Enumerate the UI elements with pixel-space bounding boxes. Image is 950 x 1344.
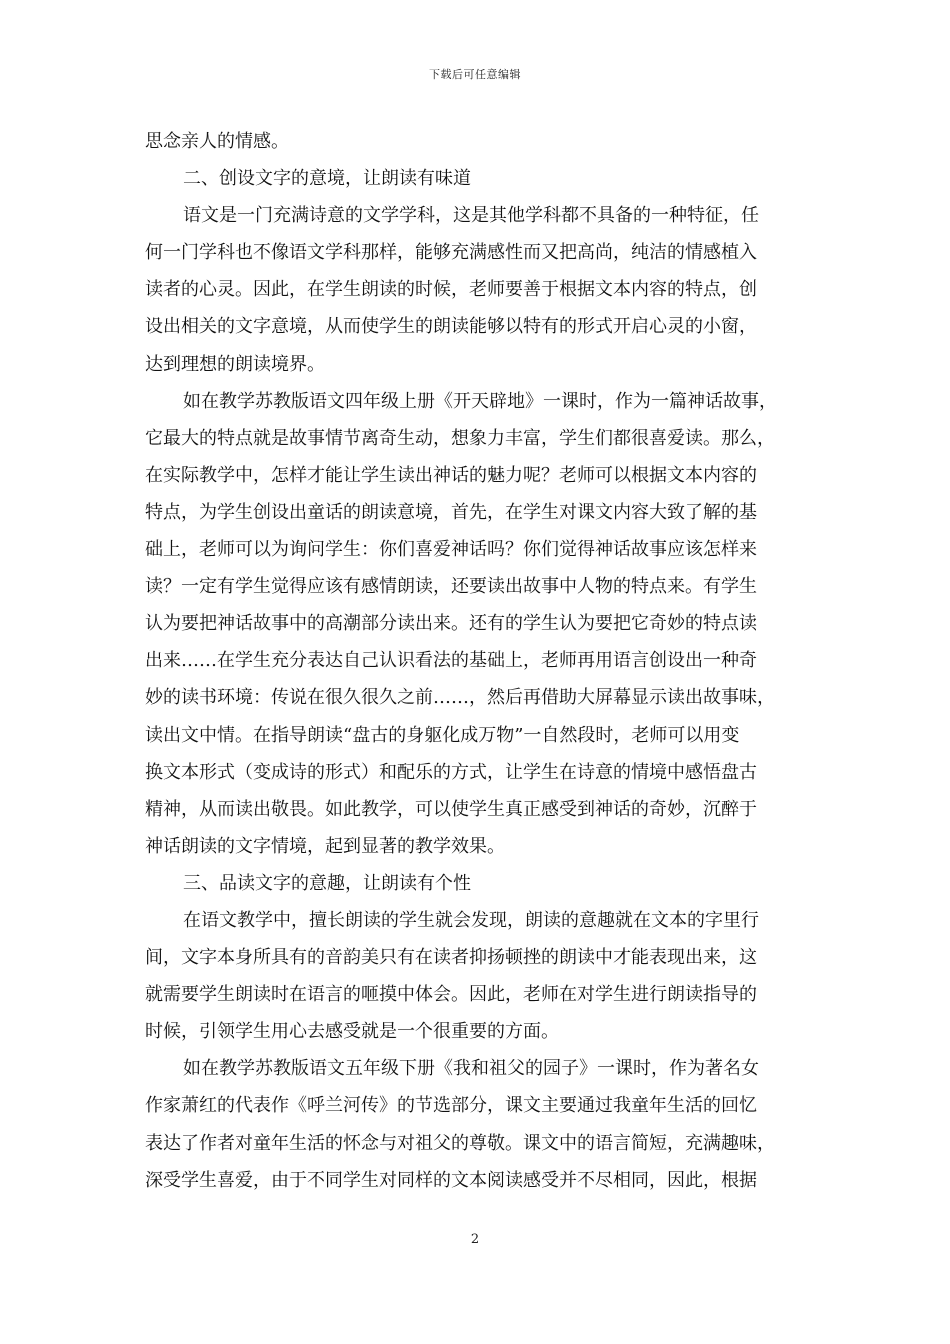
section-heading: 三、品读文字的意趣，让朗读有个性	[183, 872, 471, 894]
text-line: 思念亲人的情感。	[145, 131, 289, 152]
text-line: 础上，老师可以为询问学生：你们喜爱神话吗？你们觉得神话故事应该怎样来	[145, 539, 757, 561]
text-line: 如在教学苏教版语文五年级下册《我和祖父的园子》一课时，作为著名女	[183, 1058, 759, 1080]
text-line: 读出文中情。在指导朗读“盘古的身躯化成万物”一自然段时，老师可以用变	[145, 724, 740, 746]
text-line: 精神，从而读出敬畏。如此教学，可以使学生真正感受到神话的奇妙，沉醉于	[145, 798, 757, 820]
text-line: 语文是一门充满诗意的文学学科，这是其他学科都不具备的一种特征，任	[183, 205, 759, 227]
text-line: 换文本形式（变成诗的形式）和配乐的方式，让学生在诗意的情境中感悟盘古	[145, 761, 757, 783]
text-line: 妙的读书环境：传说在很久很久之前……，然后再借助大屏幕显示读出故事味，	[145, 687, 775, 709]
text-line: 就需要学生朗读时在语言的咂摸中体会。因此，老师在对学生进行朗读指导的	[145, 984, 757, 1006]
text-line: 特点，为学生创设出童话的朗读意境，首先，在学生对课文内容大致了解的基	[145, 501, 757, 523]
text-line: 间，文字本身所具有的音韵美只有在读者抑扬顿挫的朗读中才能表现出来，这	[145, 947, 757, 969]
text-line: 达到理想的朗读境界。	[145, 353, 325, 375]
text-line: 设出相关的文字意境，从而使学生的朗读能够以特有的形式开启心灵的小窗，	[145, 316, 757, 338]
text-line: 深受学生喜爱，由于不同学生对同样的文本阅读感受并不尽相同，因此，根据	[145, 1169, 757, 1191]
text-line: 表达了作者对童年生活的怀念与对祖父的尊敬。课文中的语言简短，充满趣味，	[145, 1132, 775, 1154]
text-line: 它最大的特点就是故事情节离奇生动，想象力丰富，学生们都很喜爱读。那么，	[145, 427, 775, 449]
page-number: 2	[470, 1232, 480, 1247]
text-line: 作家萧红的代表作《呼兰河传》的节选部分，课文主要通过我童年生活的回忆	[145, 1095, 757, 1117]
text-line: 何一门学科也不像语文学科那样，能够充满感性而又把高尚，纯洁的情感植入	[145, 242, 757, 264]
text-line: 读？一定有学生觉得应该有感情朗读，还要读出故事中人物的特点来。有学生	[145, 576, 757, 598]
text-line: 如在教学苏教版语文四年级上册《开天辟地》一课时，作为一篇神话故事，	[183, 390, 777, 412]
text-line: 读者的心灵。因此，在学生朗读的时候，老师要善于根据文本内容的特点，创	[145, 279, 757, 301]
text-line: 在语文教学中，擅长朗读的学生就会发现，朗读的意趣就在文本的字里行	[183, 909, 759, 931]
page-header: 下载后可任意编辑	[429, 68, 521, 81]
text-line: 认为要把神话故事中的高潮部分读出来。还有的学生认为要把它奇妙的特点读	[145, 613, 757, 635]
text-line: 在实际教学中，怎样才能让学生读出神话的魅力呢？老师可以根据文本内容的	[145, 464, 757, 486]
text-line: 神话朗读的文字情境，起到显著的教学效果。	[145, 835, 505, 857]
text-line: 出来……在学生充分表达自己认识看法的基础上，老师再用语言创设出一种奇	[145, 650, 757, 672]
document-body	[145, 123, 810, 1199]
section-heading: 二、创设文字的意境，让朗读有味道	[183, 168, 471, 190]
text-line: 时候，引领学生用心去感受就是一个很重要的方面。	[145, 1021, 559, 1043]
